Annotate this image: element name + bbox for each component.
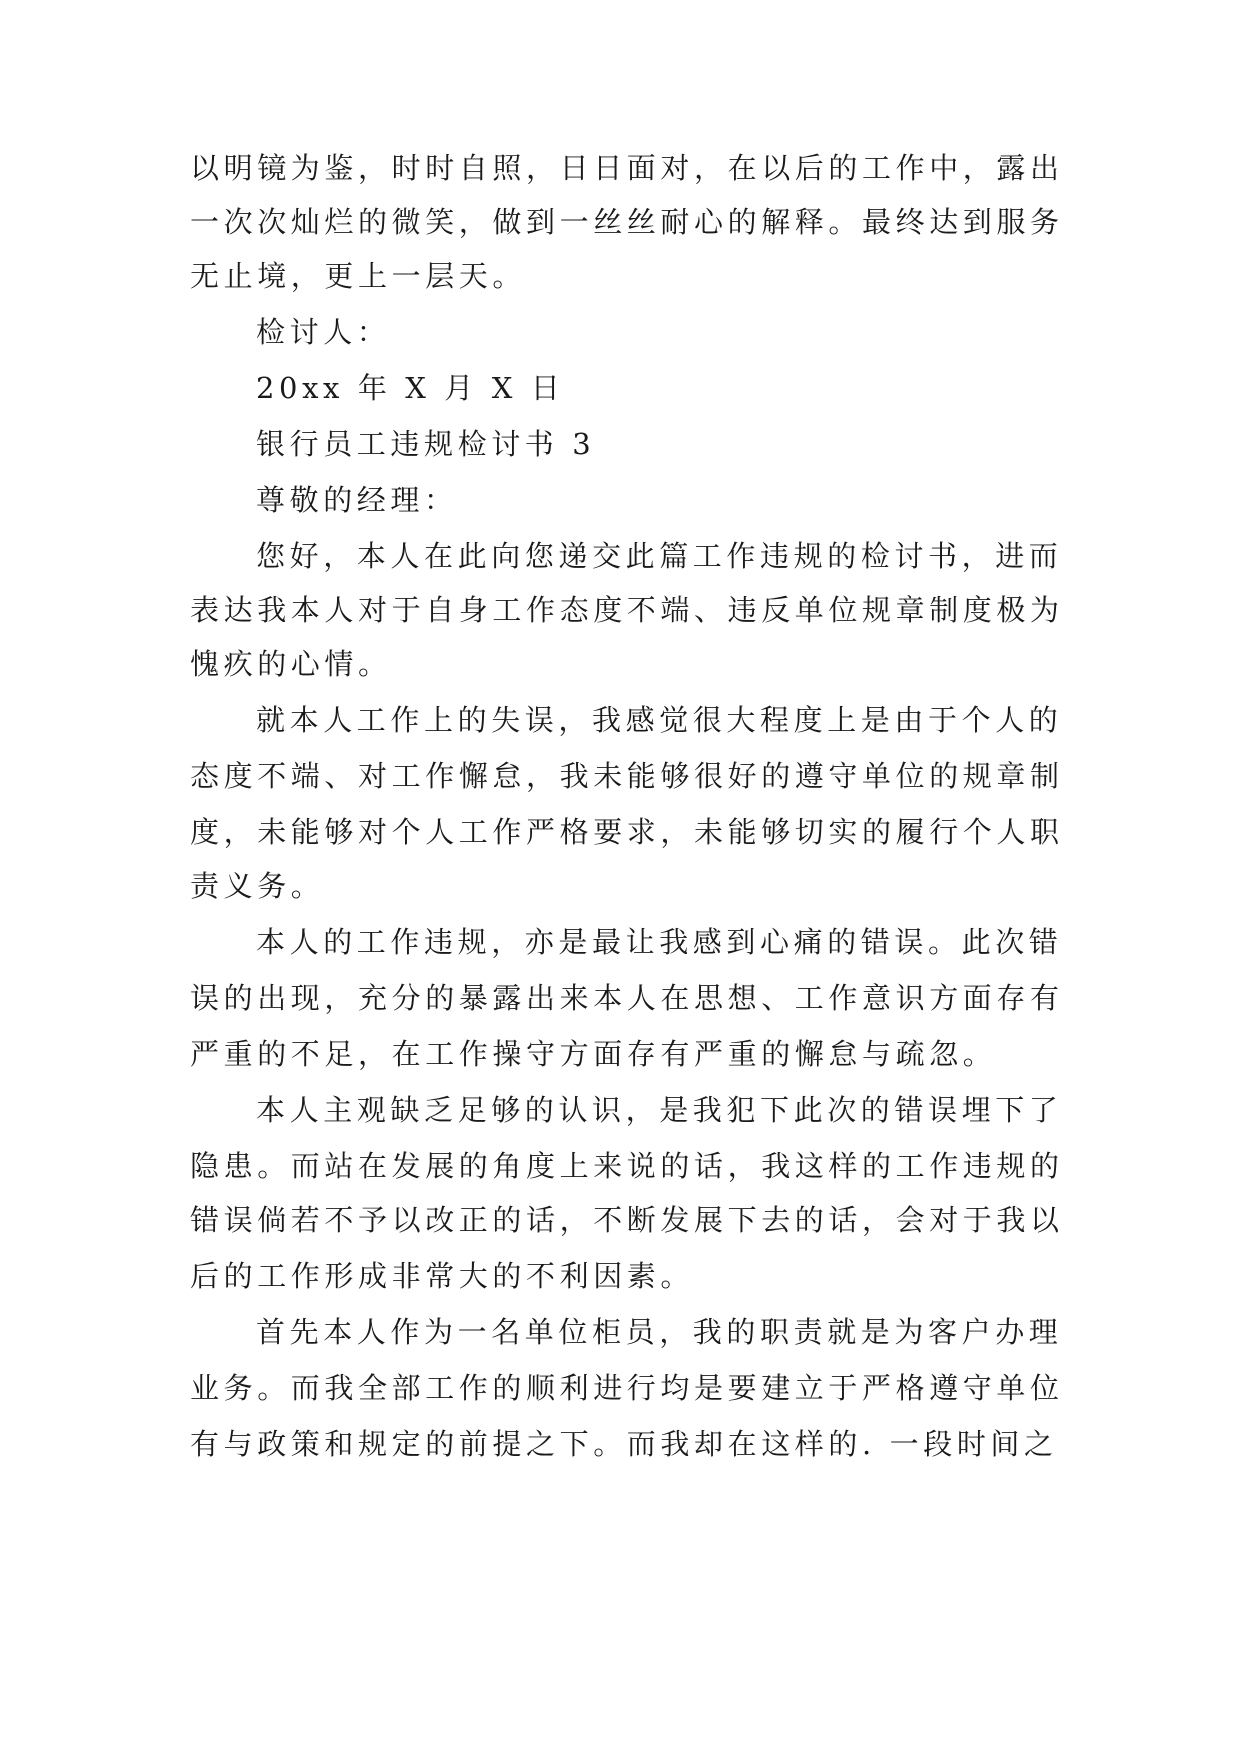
text-line: 隐患。而站在发展的角度上来说的话，我这样的工作违规的	[190, 1149, 1064, 1183]
text-line: 责义务。	[190, 869, 325, 903]
text-line: 就本人工作上的失误，我感觉很大程度上是由于个人的	[256, 703, 1063, 737]
text-line: 严重的不足，在工作操守方面存有严重的懈怠与疏忽。	[190, 1037, 997, 1071]
text-line: 愧疚的心情。	[190, 647, 392, 681]
section-title: 银行员工违规检讨书 3	[256, 427, 596, 461]
text-line: 业务。而我全部工作的顺利进行均是要建立于严格遵守单位	[190, 1371, 1064, 1405]
text-line: 度，未能够对个人工作严格要求，未能够切实的履行个人职	[190, 815, 1064, 849]
text-line: 误的出现，充分的暴露出来本人在思想、工作意识方面存有	[190, 981, 1064, 1015]
text-line: 您好，本人在此向您递交此篇工作违规的检讨书，进而	[256, 539, 1063, 573]
text-line: 表达我本人对于自身工作态度不端、违反单位规章制度极为	[190, 593, 1064, 627]
text-line: 以明镜为鉴，时时自照，日日面对，在以后的工作中，露出	[190, 151, 1064, 185]
text-line: 态度不端、对工作懈怠，我未能够很好的遵守单位的规章制	[190, 759, 1064, 793]
text-line: 后的工作形成非常大的不利因素。	[190, 1259, 695, 1293]
text-line: 错误倘若不予以改正的话，不断发展下去的话，会对于我以	[190, 1203, 1064, 1237]
date-line: 20xx 年 X 月 X 日	[256, 371, 565, 405]
reviewer-label: 检讨人：	[256, 315, 391, 349]
text-line: 一次次灿烂的微笑，做到一丝丝耐心的解释。最终达到服务	[190, 205, 1064, 239]
text-line: 有与政策和规定的前提之下。而我却在这样的. 一段时间之	[190, 1427, 1058, 1461]
text-line: 无止境，更上一层天。	[190, 259, 527, 293]
text-line: 本人的工作违规，亦是最让我感到心痛的错误。此次错	[256, 925, 1063, 959]
salutation: 尊敬的经理：	[256, 483, 458, 517]
text-line: 首先本人作为一名单位柜员，我的职责就是为客户办理	[256, 1315, 1063, 1349]
text-line: 本人主观缺乏足够的认识，是我犯下此次的错误埋下了	[256, 1093, 1063, 1127]
